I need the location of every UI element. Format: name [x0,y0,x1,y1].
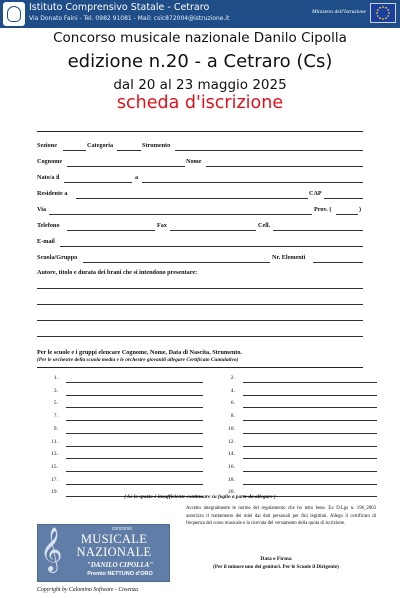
cognome-field[interactable] [67,166,185,167]
signature-label: Data e Firma [260,556,292,562]
cognome-label: Cognome [37,158,63,165]
participant-number: 6. [230,400,235,407]
participant-number: 7. [53,413,58,420]
overflow-note: ( Se lo spazio è insufficiente continuare su foglio a parte da allegare ) [124,494,276,500]
treble-clef-icon: 𝄞 [40,527,63,571]
participant-line[interactable] [66,420,203,421]
participant-number: 12. [228,438,235,445]
participant-number: 9. [53,425,58,432]
copyright: Copyright by Calomino Software - Cosenza [37,587,139,593]
institute-name: Istituto Comprensivo Statale - Cetraro [29,2,210,13]
participant-line[interactable] [243,471,377,472]
elementi-field[interactable] [313,262,363,263]
form-title: scheda d'iscrizione [116,93,284,113]
via-field[interactable] [49,214,312,215]
participant-number: 20. [228,489,235,496]
brani-line-1[interactable] [37,288,363,289]
contest-title: Concorso musicale nazionale Danilo Cipolla [53,30,347,46]
participant-line[interactable] [243,407,377,408]
prov-field[interactable] [336,214,358,215]
logo-name: "DANILO CIPOLLA" [86,561,154,569]
participant-number: 14. [228,451,235,458]
contest-dates: dal 20 al 23 maggio 2025 [113,77,287,93]
fax-label: Fax [157,222,167,229]
brani-line-4[interactable] [37,336,363,337]
nome-label: Nome [186,158,202,165]
groups-note: (Per le orchestre della scuola media e le orchestre giovanili allegare Certificato Cumulativo) [37,357,239,363]
logo-line-1: MUSICALE [80,532,148,546]
categoria-field[interactable] [117,150,141,151]
email-label: E-mail [37,238,55,245]
ministry-logo: Ministero dell'Istruzione [312,9,366,15]
participant-line[interactable] [66,433,203,434]
cell-label: Cell. [258,222,271,229]
republic-emblem-icon [3,2,25,26]
participant-number: 8. [230,413,235,420]
strumento-label: Strumento [142,142,171,149]
groups-divider [37,367,363,368]
header-banner [0,0,400,28]
institute-contacts: Via Donato Faini - Tel. 0982 91081 - Mail: csic872004@istruzione.it [29,15,230,22]
email-field[interactable] [60,246,363,247]
participant-line[interactable] [243,458,377,459]
strumento-field[interactable] [175,150,363,151]
participant-number: 3. [53,387,58,394]
via-label: Via [37,206,47,213]
participant-line[interactable] [66,471,203,472]
consent-text: Accetto integralmente le norme del regolamento che ho letto bene. Ex D.Lgs n. 196_2003 autorizzo il trattamento dei miei dai dati personali per fini legittimi. Allego il certificato di frequenza del corso musicale e la ricevuta del versamento della quota di iscrizione. [186,506,376,527]
eu-flag-icon [370,3,396,23]
participant-number: 4. [230,387,235,394]
brani-line-2[interactable] [37,304,363,305]
participant-number: 18. [228,476,235,483]
participant-line[interactable] [66,382,203,383]
participant-number: 5. [53,400,58,407]
cap-field[interactable] [324,198,363,199]
residente-label: Residente a [37,190,68,197]
participant-line[interactable] [243,382,377,383]
participant-line[interactable] [66,407,203,408]
sezione-field[interactable] [63,150,86,151]
top-divider [37,131,363,132]
participant-number: 19. [51,489,58,496]
scuola-label: Scuola/Gruppo [37,254,78,261]
sezione-label: Sezione [37,142,57,149]
participant-line[interactable] [243,395,377,396]
brani-line-3[interactable] [37,320,363,321]
participant-line[interactable] [243,433,377,434]
luogo-label: a [135,174,139,181]
nome-field[interactable] [206,166,363,167]
elementi-label: Nr. Elementi [272,254,306,261]
participant-line[interactable] [243,484,377,485]
participant-line[interactable] [243,446,377,447]
cap-label: CAP [309,190,322,197]
scuola-field[interactable] [83,262,270,263]
participant-line[interactable] [243,420,377,421]
logo-line-2: NAZIONALE [76,545,152,559]
participant-number: 10. [228,425,235,432]
participant-line[interactable] [66,458,203,459]
prov-close: ) [359,206,362,213]
brani-label: Autore, titolo e durata dei brani che si intendono presentare: [37,269,198,276]
logo-prize: Premio NETTUNO d'ORO [87,571,153,577]
signature-note: (Per il minore uno dei genitori. Per le Scuole il Dirigente) [213,564,339,570]
participant-number: 13. [51,451,58,458]
fax-field[interactable] [170,230,256,231]
nato-il-label: Nato/a il [37,174,60,181]
participant-number: 15. [51,463,58,470]
participant-number: 2. [230,375,235,381]
categoria-label: Categoria [87,142,114,149]
nato-il-field[interactable] [64,182,132,183]
residente-field[interactable] [76,198,308,199]
participant-line[interactable] [66,395,203,396]
luogo-nascita-field[interactable] [142,182,363,183]
cell-field[interactable] [273,230,363,231]
participant-number: 16. [228,463,235,470]
participant-number: 1. [53,375,58,381]
prov-label: Prov. ( [314,206,332,213]
participant-number: 11. [51,438,58,445]
logo-small-text: concorso [111,526,133,532]
participant-line[interactable] [66,484,203,485]
groups-instruction: Per le scuole e i gruppi elencare Cognome, Nome, Data di Nascita, Strumento. [37,349,242,356]
telefono-field[interactable] [67,230,155,231]
edition-title: edizione n.20 - a Cetraro (Cs) [67,51,333,72]
participant-line[interactable] [66,446,203,447]
telefono-label: Telefono [37,222,60,229]
contest-logo [37,524,170,582]
participant-number: 17. [51,476,58,483]
